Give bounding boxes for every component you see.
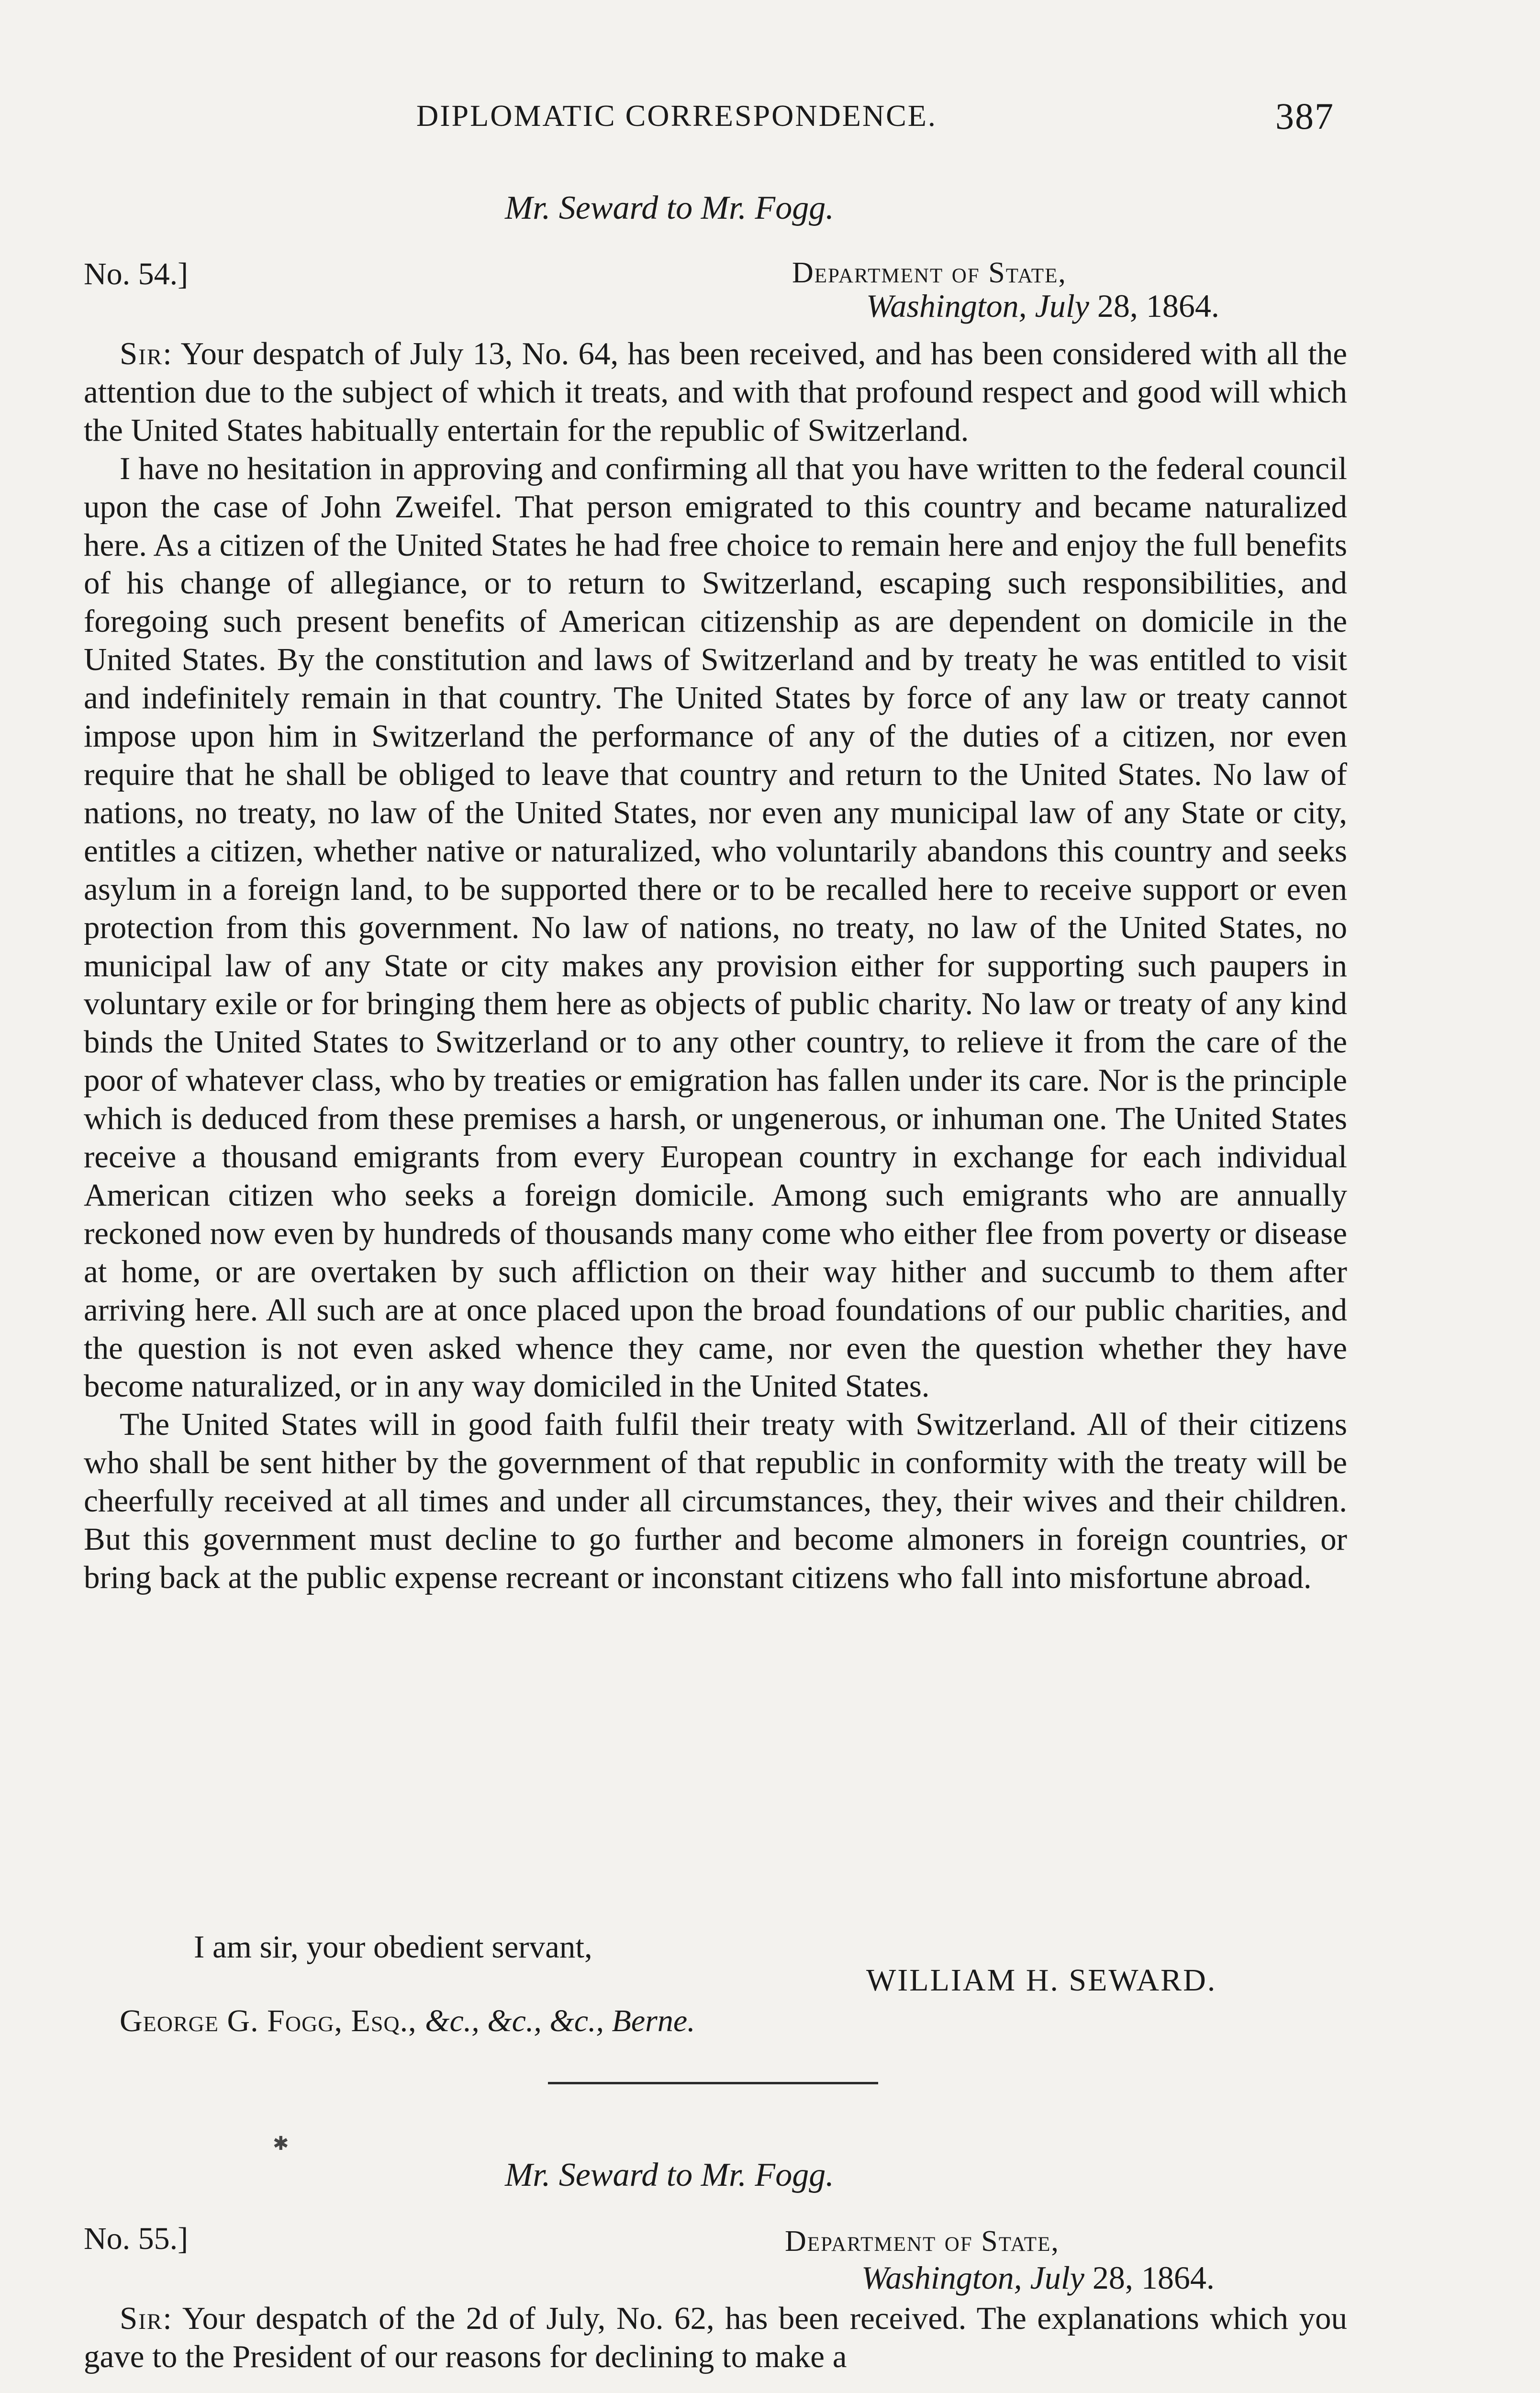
letter2-body bbox=[84, 2300, 1347, 2376]
letter1-date-place: Washington, July bbox=[866, 288, 1089, 324]
letter1-body bbox=[84, 335, 1347, 1597]
letter2-salutation: Sir: bbox=[120, 2301, 173, 2336]
page-number: 387 bbox=[1275, 95, 1334, 137]
letter1-salutation: Sir: bbox=[120, 336, 173, 371]
letter1-number: No. 54.] bbox=[84, 257, 189, 291]
addressee-rest: &c., &c., &c., Berne. bbox=[425, 2003, 695, 2038]
letter1-department: Department of State, bbox=[792, 257, 1067, 289]
letter1-paragraph-3: The United States will in good faith fulfil their treaty with Switzerland. All of their citizens who shall be sent hither by the government of that republic in conformity with the treaty will be cheerfully received at all times and under all circumstances, they, their wives and their children. But this government must decline to go further and become almoners in foreign countries, or bring back at the public expense recreant or inconstant citizens who fall into misfortune abroad. bbox=[84, 1407, 1347, 1595]
letter1-dateline bbox=[866, 287, 1219, 325]
section-divider bbox=[548, 2082, 878, 2084]
letter1-signature: WILLIAM H. SEWARD. bbox=[866, 1963, 1217, 1998]
letter1-paragraph-1-text: Your despatch of July 13, No. 64, has been received, and has been considered with all the attention due to the subject of which it treats, and with that profound respect and good will which the United States habitually entertain for the republic of Switzerland. bbox=[84, 336, 1347, 448]
letter1-addressee bbox=[120, 2003, 695, 2039]
asterisk-mark-icon: ✱ bbox=[273, 2133, 289, 2154]
letter1-heading: Mr. Seward to Mr. Fogg. bbox=[505, 190, 834, 226]
letter2-department: Department of State, bbox=[785, 2225, 1060, 2258]
letter1-paragraph-1 bbox=[84, 335, 1347, 450]
letter1-date-day: 28, 1864. bbox=[1089, 288, 1219, 324]
addressee-name: George G. Fogg, Esq., bbox=[120, 2003, 425, 2038]
letter2-paragraph-1-text: Your despatch of the 2d of July, No. 62, has been received. The explanations which you gave to the President of our reasons for declining to make a bbox=[84, 2301, 1347, 2374]
letter2-dateline bbox=[861, 2259, 1215, 2297]
letter1-closing: I am sir, your obedient servant, bbox=[194, 1929, 592, 1965]
letter1-paragraph-2: I have no hesitation in approving and confirming all that you have written to the federal council upon the case of John Zweifel. That person emigrated to this country and became naturalized here. As a citizen of the United States he had free choice to remain here and enjoy the full benefits of his change of allegiance, or to return to Switzerland, escaping such responsibilities, and foregoing such present benefits of American citizenship as are dependent on domicile in the United States. By the constitution and laws of Switzerland and by treaty he was entitled to visit and indefinitely remain in that country. The United States by force of any law or treaty cannot impose upon him in Switzerland the performance of any of the duties of a citizen, nor even require that he shall be obliged to leave that country and return to the United States. No law of nations, no treaty, no law of the United States, nor even any municipal law of any State or city, entitles a citizen, whether native or naturalized, who voluntarily abandons this country and seeks asylum in a foreign land, to be supported there or to be recalled here to receive support or even protection from this government. No law of nations, no treaty, no law of the United States, no municipal law of any State or city makes any provision either for supporting such paupers in voluntary exile or for bringing them here as objects of public charity. No law or treaty of any kind binds the United States to Switzerland or to any other country, to relieve it from the care of the poor of whatever class, who by treaties or emigration has fallen under its care. Nor is the principle which is deduced from these premises a harsh, or ungenerous, or inhuman one. The United States receive a thousand emigrants from every European country in exchange for each individual American citizen who seeks a foreign domicile. Among such emigrants who are annually reckoned now even by hundreds of thousands many come who either flee from poverty or disease at home, or are overtaken by such affliction on their way hither and succumb to them after arriving here. All such are at once placed upon the broad foundations of our public charities, and the question is not even asked whence they came, nor even the question whether they have become naturalized, or in any way domiciled in the United States. bbox=[84, 450, 1347, 1404]
letter2-paragraph-1 bbox=[84, 2300, 1347, 2376]
running-title: DIPLOMATIC CORRESPONDENCE. bbox=[416, 99, 937, 133]
letter2-heading: Mr. Seward to Mr. Fogg. bbox=[505, 2157, 834, 2193]
letter2-number: No. 55.] bbox=[84, 2221, 189, 2256]
letter2-date-day: 28, 1864. bbox=[1084, 2259, 1215, 2296]
letter2-date-place: Washington, July bbox=[861, 2259, 1084, 2296]
